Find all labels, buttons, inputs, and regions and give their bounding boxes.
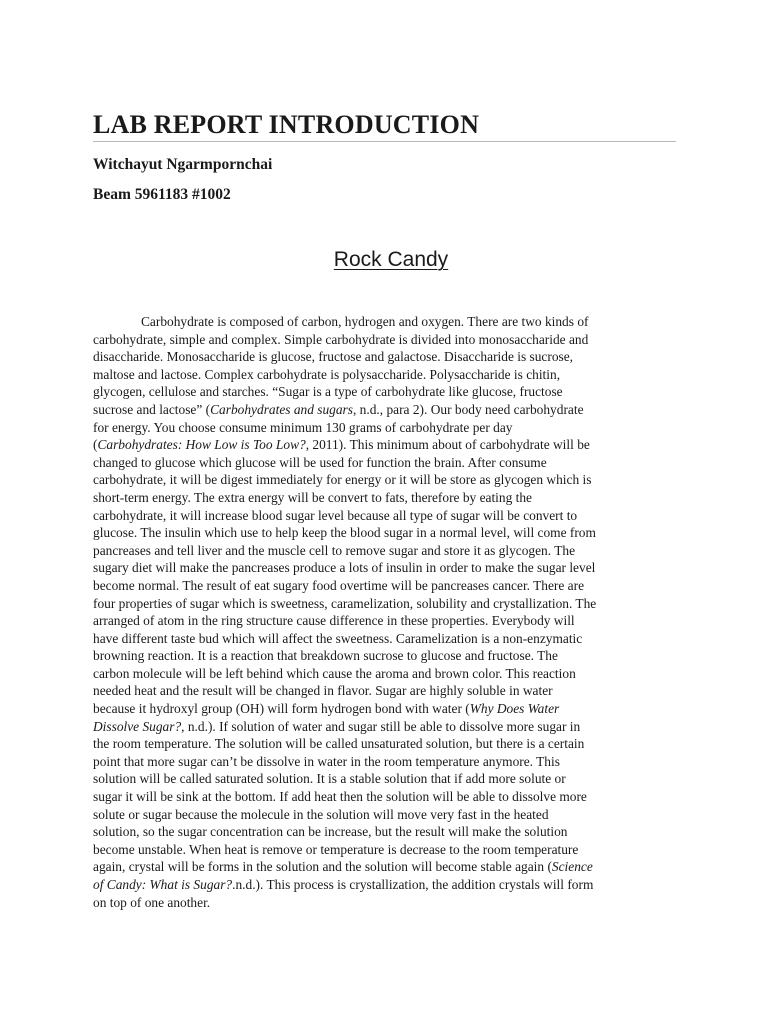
- body-line: Carbohydrate is composed of carbon, hydrogen and oxygen. There are two kinds of: [141, 314, 589, 329]
- citation-title: Dissolve Sugar?: [93, 718, 182, 734]
- body-text-segment: , n.d.). If solution of water and sugar still be able to dissolve more sugar in: [181, 718, 581, 734]
- citation-title: Carbohydrates and sugars: [210, 401, 353, 417]
- body-line: [93, 700, 676, 718]
- body-line: [93, 436, 676, 454]
- body-line: sugary diet will make the pancreases produce a lots of insulin in order to make the sugar level: [93, 560, 596, 576]
- body-text-segment: , n.d., para 2). Our body need carbohydrate: [352, 401, 584, 417]
- student-id: Beam 5961183 #1002: [93, 186, 231, 203]
- body-line: browning reaction. It is a reaction that breakdown sucrose to glucose and fructose. The: [93, 648, 558, 664]
- body-line: [93, 718, 676, 736]
- body-line: [93, 401, 676, 419]
- body-line: solution, so the sugar concentration can be increase, but the result will make the solution: [93, 824, 568, 840]
- body-line: carbohydrate, it will be digest immediately for energy or it will be store as glycogen which is: [93, 472, 592, 488]
- body-line: short-term energy. The extra energy will be convert to fats, therefore by eating the: [93, 489, 532, 505]
- body-line: four properties of sugar which is sweetness, caramelization, solubility and crystallization. The: [93, 595, 597, 611]
- body-line: glycogen, cellulose and starches. “Sugar is a type of carbohydrate like glucose, fructose: [93, 384, 563, 400]
- body-line: maltose and lactose. Complex carbohydrate is polysaccharide. Polysaccharide is chitin,: [93, 366, 561, 382]
- heading-divider: [93, 141, 676, 142]
- body-line: disaccharide. Monosaccharide is glucose, fructose and galactose. Disaccharide is sucrose,: [93, 349, 574, 365]
- body-line: carbohydrate, it will increase blood sugar level because all type of sugar will be convert to: [93, 507, 578, 523]
- document-title: [0, 248, 768, 272]
- body-line: pancreases and tell liver and the muscle cell to remove sugar and store it as glycogen. The: [93, 542, 576, 558]
- citation-title: Science: [551, 859, 593, 875]
- document-title-text: Rock Candy: [333, 248, 449, 271]
- body-line: needed heat and the result will be changed in flavor. Sugar are highly soluble in water: [93, 683, 553, 699]
- body-text-segment: because it hydroxyl group (OH) will form hydrogen bond with water (: [93, 701, 470, 717]
- body-line: point that more sugar can’t be dissolve in water in the room temperature anymore. This: [93, 753, 560, 769]
- body-line: the room temperature. The solution will be called unsaturated solution, but there is a certain: [93, 736, 585, 752]
- body-line: glucose. The insulin which use to help keep the blood sugar in a normal level, will come from: [93, 525, 596, 541]
- body-line: solution will be called saturated solution. It is a stable solution that if add more solute or: [93, 771, 566, 787]
- body-text-segment: again, crystal will be forms in the solution and the solution will become stable again (: [93, 859, 552, 875]
- body-line: arranged of atom in the ring structure cause difference in these properties. Everybody will: [93, 613, 575, 629]
- author-name: Witchayut Ngarmpornchai: [93, 156, 273, 173]
- body-line: sugar it will be sink at the bottom. If add heat then the solution will be able to dissolve more: [93, 789, 587, 805]
- citation-title: Why Does Water: [469, 701, 560, 717]
- body-line: carbohydrate, simple and complex. Simple carbohydrate is divided into monosaccharide and: [93, 331, 589, 347]
- body-paragraph: [93, 313, 676, 911]
- body-line: become unstable. When heat is remove or temperature is decrease to the room temperature: [93, 841, 579, 857]
- body-line: have different taste bud which will affect the sweetness. Caramelization is a non-enzymatic: [93, 630, 583, 646]
- body-line: carbon molecule will be left behind which cause the aroma and brown color. This reaction: [93, 665, 576, 681]
- body-text-segment: , 2011). This minimum about of carbohydrate will be: [305, 437, 590, 453]
- citation-title: of Candy: What is Sugar?: [93, 877, 233, 892]
- citation-title: Carbohydrates: How Low is Too Low?: [97, 437, 306, 453]
- body-line: solute or sugar because the molecule in the solution will move very fast in the heated: [93, 806, 549, 822]
- report-heading: LAB REPORT INTRODUCTION: [93, 110, 480, 139]
- body-text-segment: .n.d.). This process is crystallization, the addition crystals will form: [232, 877, 594, 892]
- body-line: changed to glucose which glucose will be used for function the brain. After consume: [93, 454, 547, 470]
- body-line: for energy. You choose consume minimum 130 grams of carbohydrate per day: [93, 419, 513, 435]
- body-line: become normal. The result of eat sugary food overtime will be pancreases cancer. There are: [93, 577, 585, 593]
- body-line: [93, 858, 676, 876]
- body-text-segment: (: [93, 437, 98, 453]
- body-text-segment: sucrose and lactose” (: [93, 401, 211, 417]
- body-line: on top of one another.: [93, 894, 211, 910]
- body-line: [93, 876, 676, 894]
